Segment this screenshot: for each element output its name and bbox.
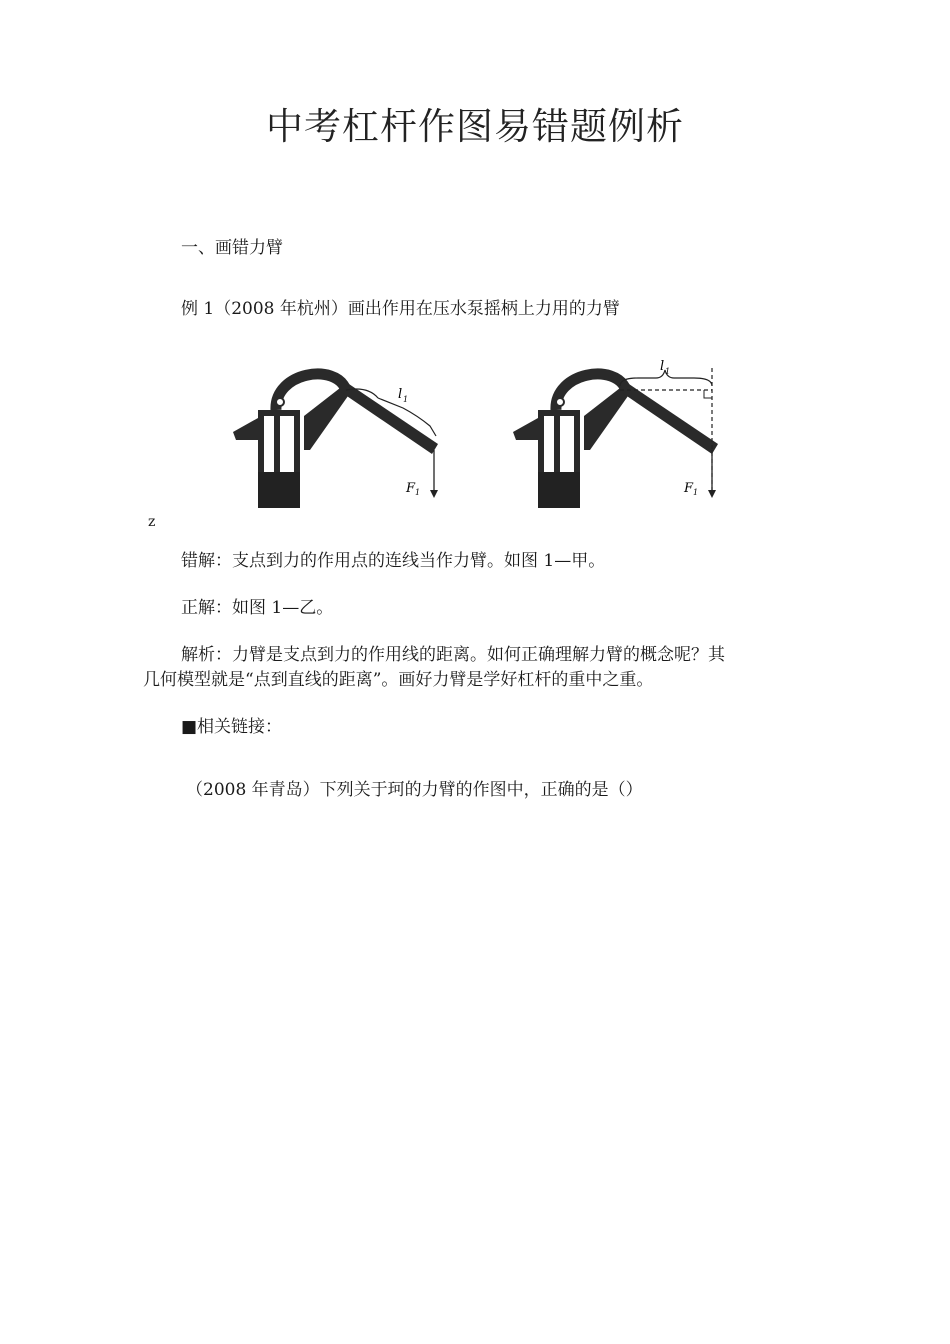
wrong-solution: 错解：支点到力的作用点的连线当作力臂。如图 1—甲。 bbox=[181, 551, 606, 571]
pump-figure-wrong bbox=[228, 360, 448, 515]
pump-lever bbox=[338, 382, 438, 454]
pump-figure-correct bbox=[508, 360, 728, 515]
pump-spout bbox=[233, 418, 258, 440]
pump-rod bbox=[584, 388, 628, 450]
related-links-heading: ■相关链接： bbox=[181, 717, 283, 737]
pump-correct-svg bbox=[508, 360, 728, 515]
force-label-F1: F bbox=[406, 481, 416, 496]
page-title: 中考杠杆作图易错题例析 bbox=[266, 105, 684, 148]
right-angle-mark bbox=[704, 390, 712, 398]
related-question: （2008 年青岛）下列关于珂的力臂的作图中，正确的是（） bbox=[186, 780, 643, 800]
force-label-sub: 1 bbox=[415, 488, 421, 497]
force-arrowhead bbox=[708, 490, 716, 498]
force-label-sub: 1 bbox=[693, 488, 699, 497]
arm-label-sub: 1 bbox=[403, 395, 409, 404]
stray-mark: z bbox=[148, 514, 156, 530]
analysis-line-1: 解析：力臂是支点到力的作用线的距离。如何正确理解力臂的概念呢？其 bbox=[181, 645, 725, 665]
arm-label-l1: l bbox=[398, 387, 403, 402]
pump-wrong-svg bbox=[228, 360, 448, 515]
pump-rod bbox=[304, 388, 348, 450]
force-label-F1: F bbox=[684, 481, 694, 496]
pump-lever bbox=[618, 382, 718, 454]
arm-label-l1: l bbox=[660, 360, 665, 374]
section-heading: 一、画错力臂 bbox=[181, 238, 283, 258]
force-arrowhead bbox=[430, 490, 438, 498]
pump-spout bbox=[513, 418, 538, 440]
analysis-line-2: 几何模型就是“点到直线的距离”。画好力臂是学好杠杆的重中之重。 bbox=[143, 670, 654, 690]
example-1-prompt: 例 1（2008 年杭州）画出作用在压水泵摇柄上力用的力臂 bbox=[181, 299, 620, 319]
arm-label-sub: 1 bbox=[665, 367, 671, 376]
correct-solution: 正解：如图 1—乙。 bbox=[181, 598, 334, 618]
